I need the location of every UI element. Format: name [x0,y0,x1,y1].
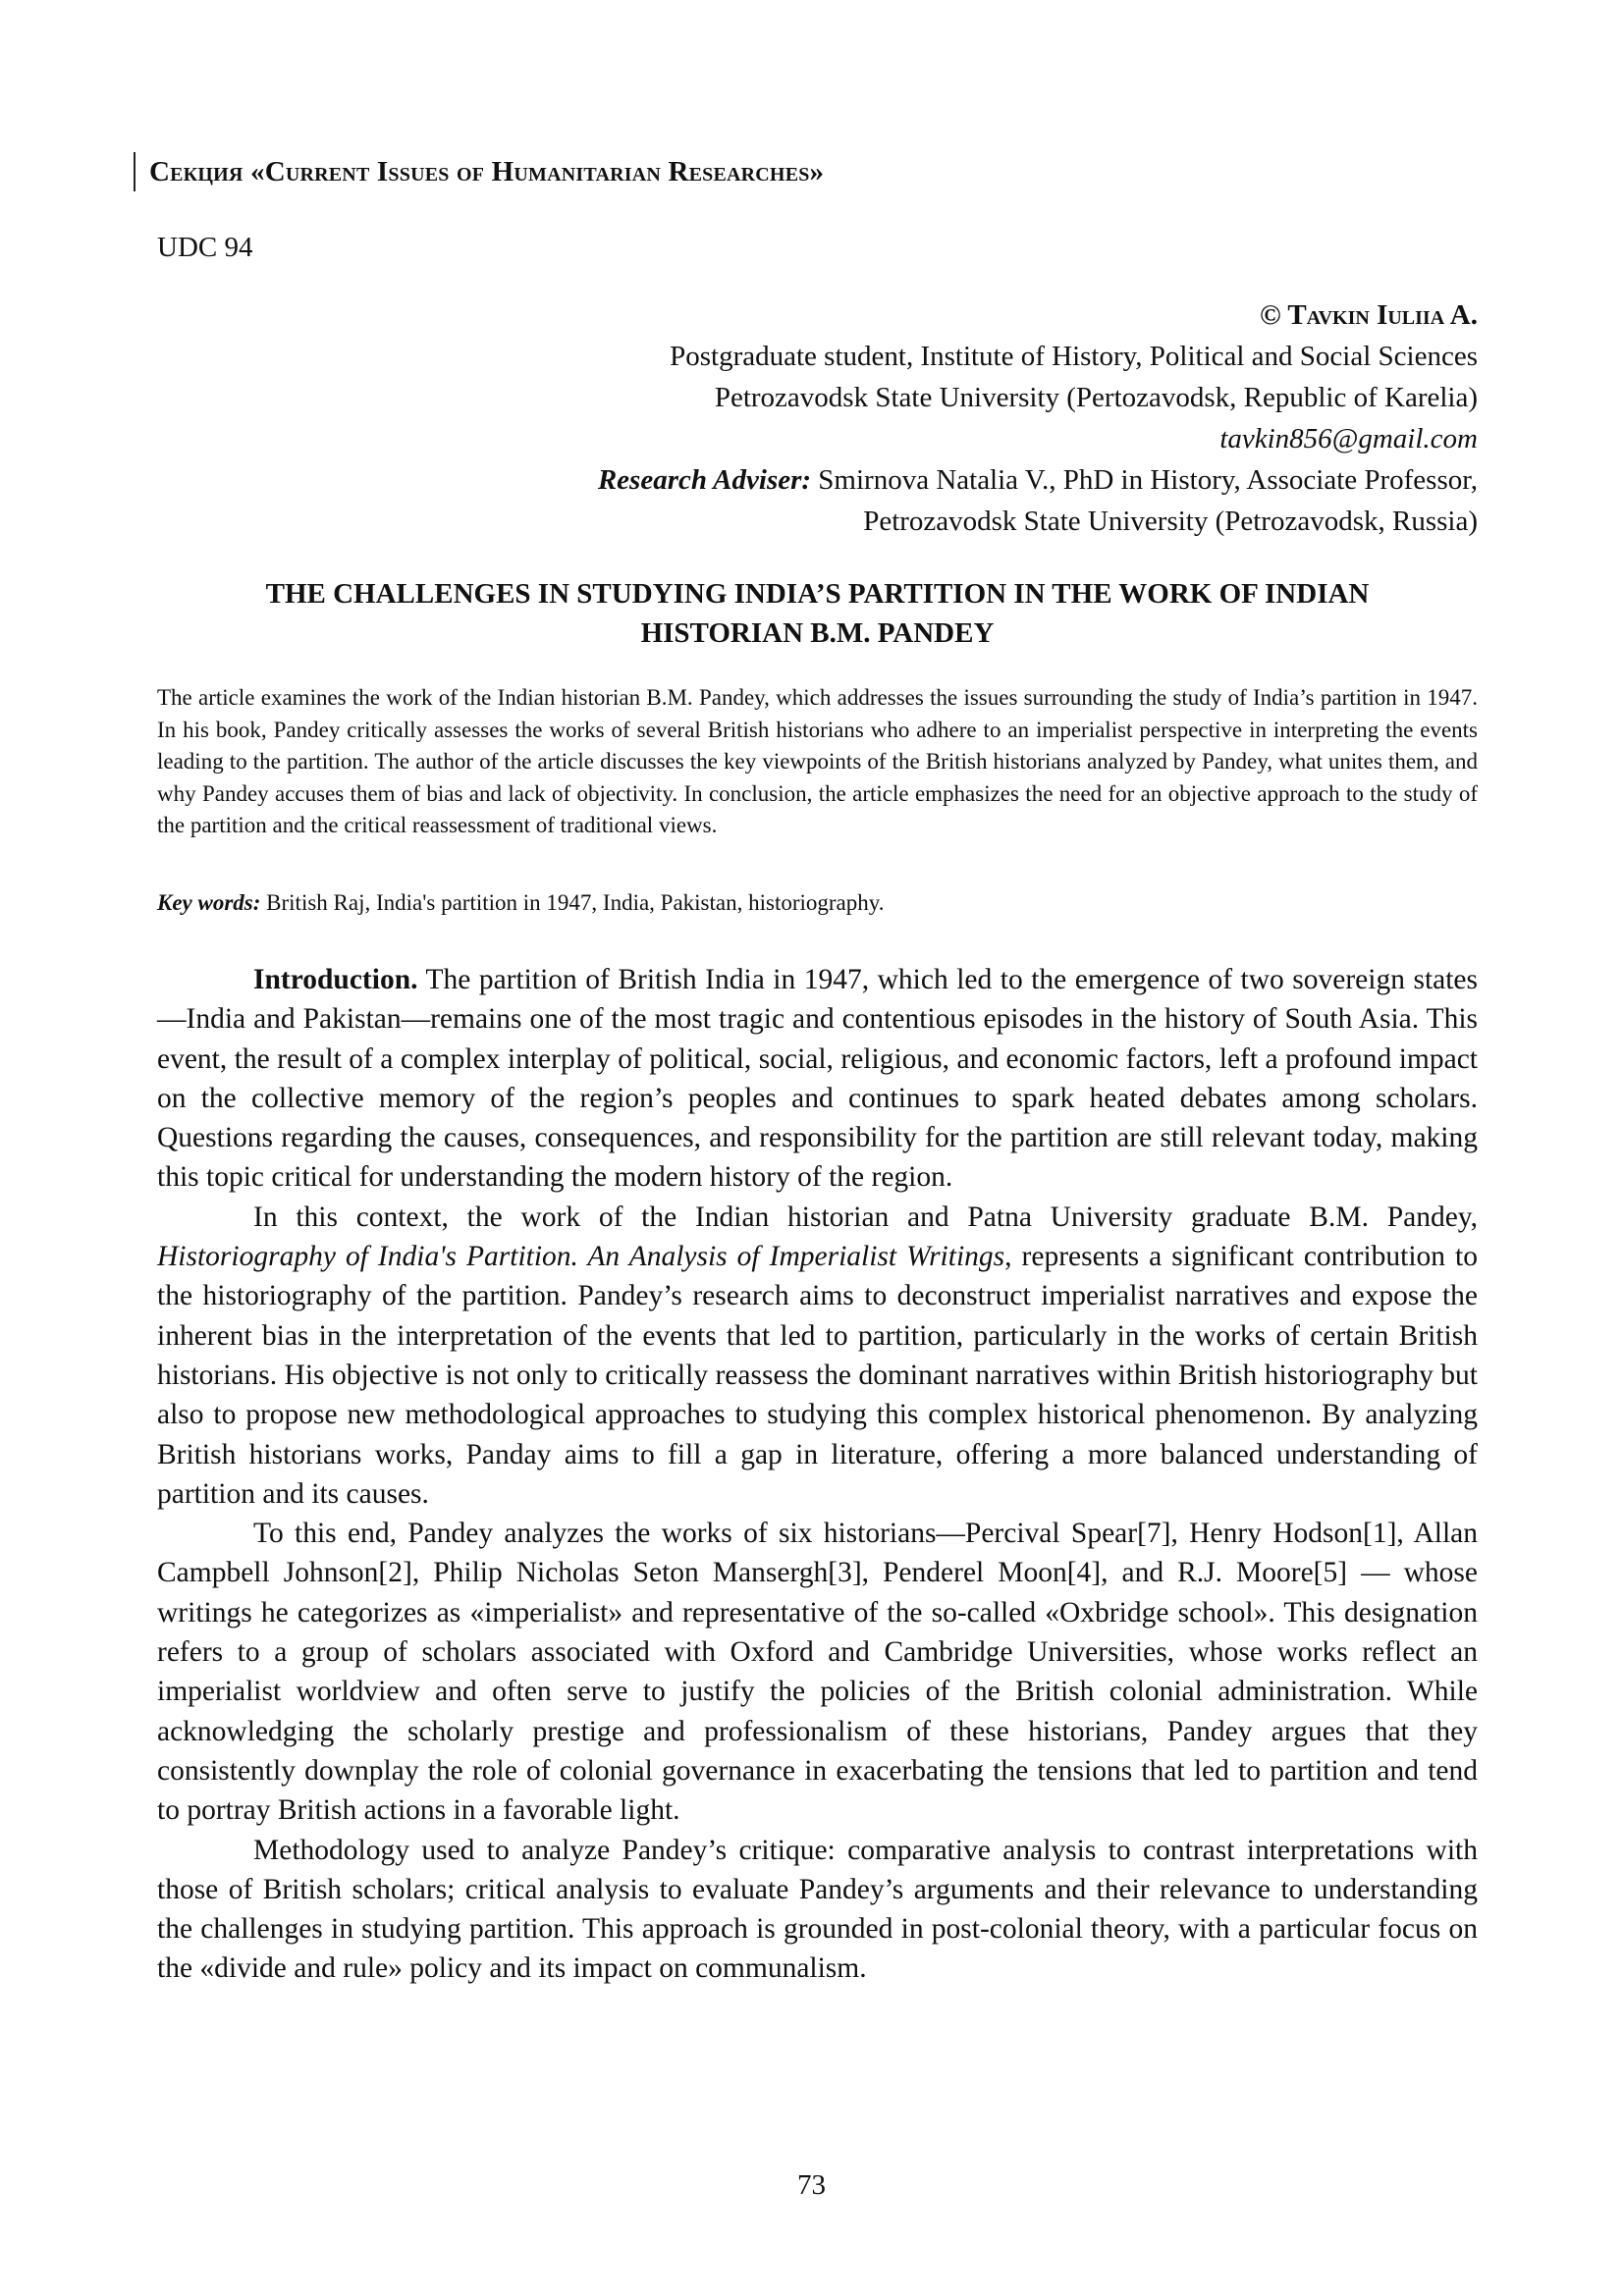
keywords-label: Key words: [157,890,261,915]
adviser-affiliation: Petrozavodsk State University (Petrozavodsk, Russia) [863,506,1478,537]
paragraph-historians: To this end, Pandey analyzes the works of six historians—Percival Spear[7], Henry Hodson[1], Allan Campbell Johnson[2], Philip Nicholas Seton Mansergh[3], Penderel Moon[4], and R.J. Moore[5] — whose writings he categorizes as «imperialist» and representative of the so-called «Oxbridge school». This designation refers to a group of scholars associated with Oxford and Cambridge Universities, whose works reflect an imperialist worldview and often serve to justify the policies of the British colonial administration. While acknowledging the scholarly prestige and professionalism of these historians, Pandey argues that they consistently downplay the role of colonial governance in exacerbating the tensions that led to partition and tend to portray British actions in a favorable light. [157,1518,1478,1827]
section-title: Секция «Current Issues of Humanitarian Researches» [149,155,825,187]
paragraph-context [157,1198,1478,1514]
paragraph-text: In this context, the work of the Indian historian and Patna University graduate B.M. Pandey, [253,1201,1478,1233]
udc-code: UDC 94 [157,232,253,263]
keywords-text: British Raj, India's partition in 1947, India, Pakistan, historiography. [260,890,885,915]
section-header [134,152,824,191]
author-email[interactable]: tavkin856@gmail.com [1219,423,1478,454]
author-affiliation: Petrozavodsk State University (Pertozavodsk, Republic of Karelia) [714,382,1478,413]
adviser-details: Smirnova Natalia V., PhD in History, Associate Professor, [811,464,1478,496]
research-adviser [398,459,1478,501]
page-number: 73 [797,2169,826,2201]
article-title-line-1: THE CHALLENGES IN STUDYING INDIA’S PARTITION IN THE WORK OF INDIAN [265,578,1370,610]
book-title: Historiography of India's Partition. An Analysis of Imperialist Writings [157,1241,1005,1273]
introduction-heading: Introduction. [253,964,418,995]
article-title [157,574,1478,653]
section-marker-bar [134,152,135,191]
author-block [398,294,1478,542]
author-name: © Tavkin Iuliia A. [1260,299,1478,331]
author-position: Postgraduate student, Institute of History, Political and Social Sciences [670,341,1478,372]
article-body [157,960,1478,1989]
abstract: The article examines the work of the Indian historian B.M. Pandey, which addresses the issues surrounding the study of India’s partition in 1947. In his book, Pandey critically assesses the works of several British historians who adhere to an imperialist perspective in interpreting the events leading to the partition. The author of the article discusses the key viewpoints of the British historians analyzed by Pandey, what unites them, and why Pandey accuses them of bias and lack of objectivity. In conclusion, the article emphasizes the need for an objective approach to the study of the partition and the critical reassessment of traditional views. [157,685,1478,837]
adviser-label: Research Adviser: [597,464,812,496]
paragraph-introduction [157,960,1478,1198]
paragraph-methodology: Methodology used to analyze Pandey’s critique: comparative analysis to contrast interpretations with those of British scholars; critical analysis to evaluate Pandey’s arguments and their relevance to understanding the challenges in studying partition. This approach is grounded in post-colonial theory, with a particular focus on the «divide and rule» policy and its impact on communalism. [157,1834,1478,1985]
paragraph-text: The partition of British India in 1947, which led to the emergence of two sovereign states—India and Pakistan—remains one of the most tragic and contentious episodes in the history of South Asia. This event, the result of a complex interplay of political, social, religious, and economic factors, left a profound impact on the collective memory of the region’s peoples and continues to spark heated debates among scholars. Questions regarding the causes, consequences, and responsibility for the partition are still relevant today, making this topic critical for understanding the modern history of the region. [157,964,1478,1194]
paragraph-text: , represents a significant contribution to the historiography of the partition. Pandey’s research aims to deconstruct imperialist narratives and expose the inherent bias in the interpretation of the events that led to partition, particularly in the works of certain British historians. His objective is not only to critically reassess the dominant narratives within British historiography but also to propose new methodological approaches to studying this complex historical phenomenon. By analyzing British historians works, Panday aims to fill a gap in literature, offering a more balanced understanding of partition and its causes. [157,1241,1478,1510]
article-title-line-2: HISTORIAN B.M. PANDEY [640,617,995,649]
keywords [157,887,1478,919]
